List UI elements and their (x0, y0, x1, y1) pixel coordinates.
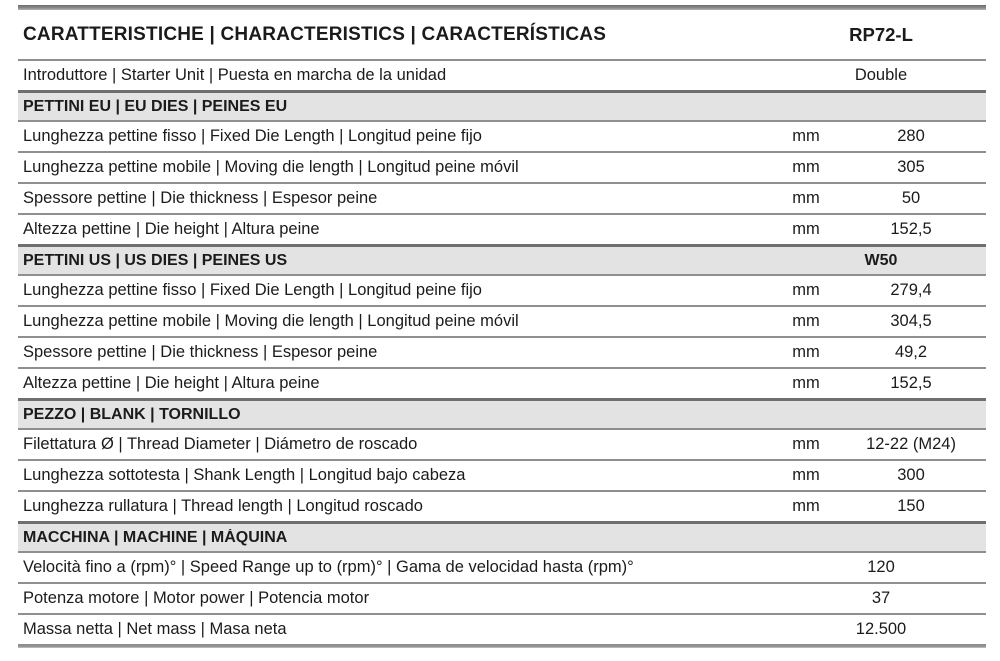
table-row (18, 151, 986, 182)
row-value: 120 (867, 558, 895, 576)
row-value: W50 (864, 251, 898, 269)
row-label: Massa netta | Net mass | Masa neta (23, 620, 287, 638)
table-row (18, 613, 986, 644)
table-row (18, 428, 986, 459)
row-unit: mm (792, 127, 820, 145)
row-value: 152,5 (890, 374, 932, 392)
row-label: Filettatura Ø | Thread Diameter | Diámetro de roscado (23, 435, 418, 453)
row-value: 12.500 (855, 620, 907, 638)
table-row (18, 59, 986, 90)
row-value: 279,4 (890, 281, 932, 299)
row-unit: mm (792, 497, 820, 515)
row-unit: mm (792, 281, 820, 299)
row-unit: mm (792, 466, 820, 484)
section-header-row (18, 244, 986, 274)
row-label: PEZZO | BLANK | TORNILLO (23, 405, 241, 423)
table-row (18, 274, 986, 305)
row-value: 37 (871, 589, 891, 607)
table-row (18, 305, 986, 336)
row-value: 49,2 (894, 343, 928, 361)
row-label: Potenza motore | Motor power | Potencia motor (23, 589, 370, 607)
row-label: Velocità fino a (rpm)° | Speed Range up to (rpm)° | Gama de velocidad hasta (rpm)° (23, 558, 634, 576)
row-value: Double (854, 66, 908, 84)
table-row (18, 459, 986, 490)
row-label: Spessore pettine | Die thickness | Espesor peine (23, 189, 378, 207)
table-header-row (18, 10, 986, 59)
spec-table-body (18, 59, 986, 644)
row-unit: mm (792, 312, 820, 330)
row-unit: mm (792, 343, 820, 361)
row-unit: mm (792, 220, 820, 238)
row-unit: mm (792, 158, 820, 176)
row-label: Lunghezza pettine mobile | Moving die length | Longitud peine móvil (23, 312, 519, 330)
row-value: 50 (901, 189, 921, 207)
row-label: Spessore pettine | Die thickness | Espesor peine (23, 343, 378, 361)
table-row (18, 336, 986, 367)
row-label: Altezza pettine | Die height | Altura peine (23, 374, 320, 392)
row-label: PETTINI EU | EU DIES | PEINES EU (23, 97, 288, 115)
section-header-row (18, 90, 986, 120)
row-label: Introduttore | Starter Unit | Puesta en marcha de la unidad (23, 66, 447, 84)
row-label: Lunghezza sottotesta | Shank Length | Longitud bajo cabeza (23, 466, 466, 484)
section-header-row (18, 398, 986, 428)
bottom-rule (18, 644, 986, 648)
row-label: Lunghezza pettine fisso | Fixed Die Length | Longitud peine fijo (23, 281, 482, 299)
row-value: 152,5 (890, 220, 932, 238)
table-row (18, 213, 986, 244)
row-label: Altezza pettine | Die height | Altura peine (23, 220, 320, 238)
row-unit: mm (792, 189, 820, 207)
page-title: CARATTERISTICHE | CHARACTERISTICS | CARACTERÍSTICAS (23, 23, 607, 45)
table-row (18, 490, 986, 521)
row-label: Lunghezza pettine fisso | Fixed Die Length | Longitud peine fijo (23, 127, 482, 145)
model-label: RP72-L (849, 23, 913, 45)
row-value: 305 (897, 158, 925, 176)
row-unit: mm (792, 374, 820, 392)
row-label: Lunghezza rullatura | Thread length | Longitud roscado (23, 497, 423, 515)
row-value: 12-22 (M24) (866, 435, 956, 453)
row-label: PETTINI US | US DIES | PEINES US (23, 251, 288, 269)
row-value: 280 (897, 127, 925, 145)
row-value: 300 (897, 466, 925, 484)
row-unit: mm (792, 435, 820, 453)
section-header-row (18, 521, 986, 551)
spec-table (18, 5, 986, 648)
row-value: 150 (897, 497, 925, 515)
table-row (18, 182, 986, 213)
table-row (18, 582, 986, 613)
row-label: Lunghezza pettine mobile | Moving die length | Longitud peine móvil (23, 158, 519, 176)
row-label: MACCHINA | MACHINE | MÁQUINA (23, 528, 288, 546)
row-value: 304,5 (890, 312, 932, 330)
table-row (18, 551, 986, 582)
table-row (18, 367, 986, 398)
table-row (18, 120, 986, 151)
